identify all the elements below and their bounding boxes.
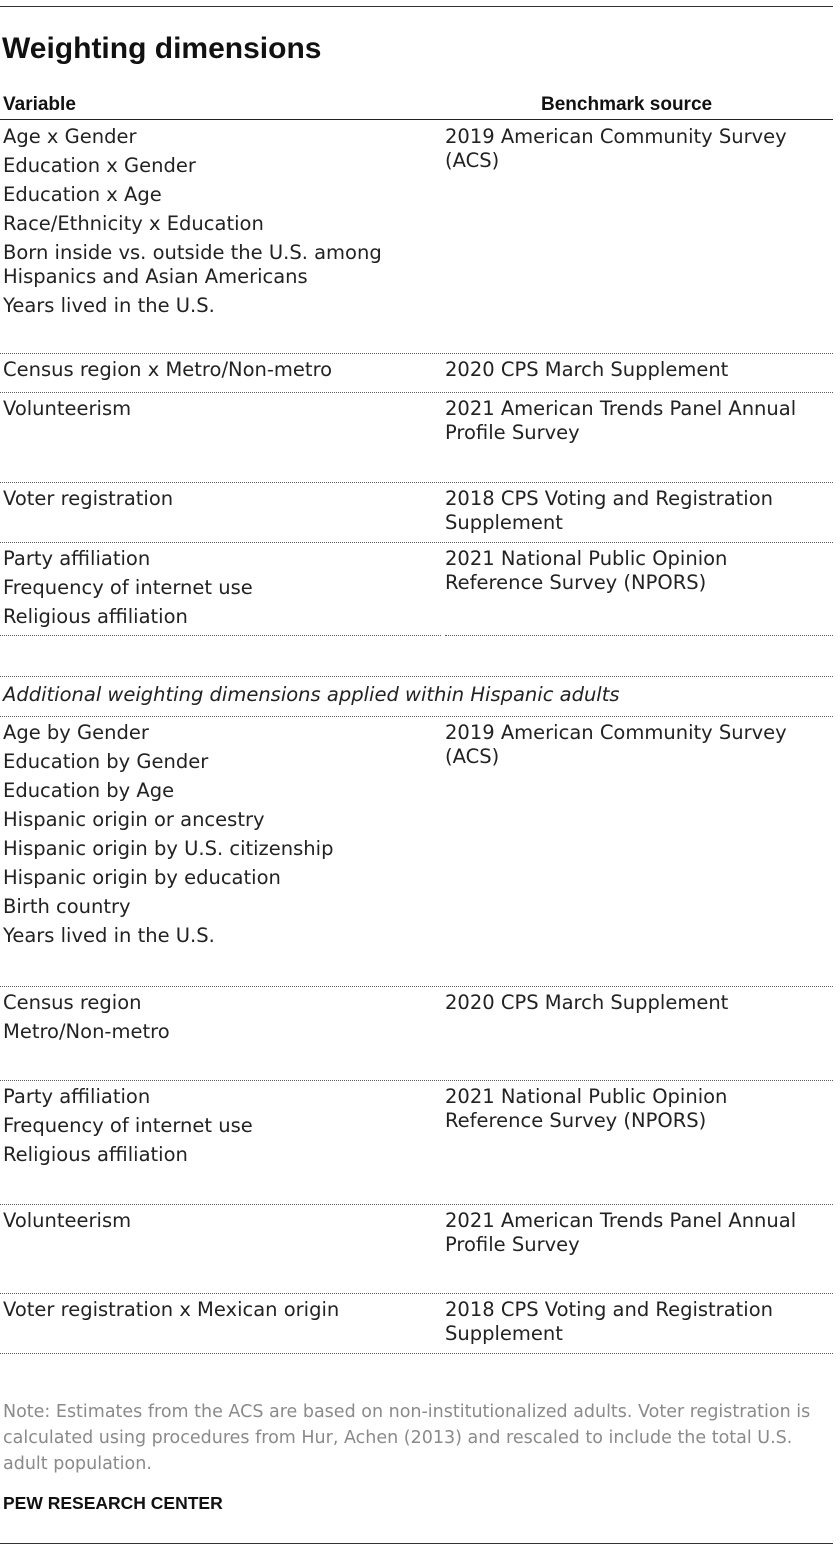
row-divider	[445, 635, 833, 636]
benchmark-source-column-header: Benchmark source	[541, 94, 713, 115]
variable-item: Volunteerism	[3, 397, 132, 420]
hispanic-subheading: Additional weighting dimensions applied within Hispanic adults	[3, 683, 620, 706]
variable-cell	[3, 547, 433, 629]
row-divider	[0, 635, 441, 636]
hispanic-row-cps-march	[0, 987, 833, 1079]
variable-item: Census region	[3, 991, 142, 1014]
variable-item: Census region x Metro/Non-metro	[3, 358, 333, 381]
variable-item: Years lived in the U.S.	[3, 294, 215, 317]
variable-item: Education x Age	[3, 183, 162, 206]
variable-item: Education x Gender	[3, 154, 196, 177]
variable-item: Years lived in the U.S.	[3, 924, 215, 947]
benchmark-source-cell: 2020 CPS March Supplement	[445, 991, 729, 1014]
variable-item: Hispanic origin by education	[3, 866, 281, 889]
variable-cell	[3, 721, 433, 948]
variable-item: Age x Gender	[3, 125, 137, 148]
variable-item: Frequency of internet use	[3, 576, 253, 599]
variable-item: Voter registration	[3, 487, 174, 510]
variable-cell	[3, 1209, 433, 1233]
variable-cell	[3, 487, 433, 511]
variable-item: Age by Gender	[3, 721, 149, 744]
benchmark-source-cell: 2019 American Community Survey (ACS)	[445, 125, 787, 172]
benchmark-source-cell: 2021 American Trends Panel Annual Profile Survey	[445, 397, 797, 444]
page-title: Weighting dimensions	[2, 32, 322, 65]
variable-item: Religious affiliation	[3, 1143, 188, 1166]
benchmark-source-cell: 2021 National Public Opinion Reference Survey (NPORS)	[445, 1085, 728, 1132]
row-divider	[0, 1353, 833, 1354]
variable-item: Voter registration x Mexican origin	[3, 1298, 340, 1321]
variable-cell	[3, 397, 433, 421]
variable-item: Party affiliation	[3, 547, 151, 570]
table-row-npors	[0, 543, 833, 635]
variable-item: Born inside vs. outside the U.S. among Hispanics and Asian Americans	[3, 241, 382, 288]
hispanic-row-npors	[0, 1081, 833, 1203]
benchmark-source-cell: 2018 CPS Voting and Registration Supplement	[445, 487, 774, 534]
variable-item: Race/Ethnicity x Education	[3, 212, 264, 235]
variable-column-header: Variable	[3, 94, 76, 115]
top-rule	[0, 6, 833, 7]
hispanic-row-atp	[0, 1205, 833, 1293]
benchmark-source-cell: 2019 American Community Survey (ACS)	[445, 721, 787, 768]
variable-cell	[3, 125, 433, 318]
table-row-cps-march	[0, 354, 833, 392]
variable-cell	[3, 991, 433, 1044]
variable-cell	[3, 358, 433, 382]
variable-item: Hispanic origin or ancestry	[3, 808, 265, 831]
table-row-acs	[0, 121, 833, 353]
variable-item: Hispanic origin by U.S. citizenship	[3, 837, 334, 860]
variable-item: Religious affiliation	[3, 605, 188, 628]
variable-item: Education by Gender	[3, 750, 209, 773]
variable-item: Metro/Non-metro	[3, 1020, 170, 1043]
bottom-rule	[0, 1543, 833, 1544]
variable-cell	[3, 1085, 433, 1167]
benchmark-source-cell: 2021 American Trends Panel Annual Profile Survey	[445, 1209, 797, 1256]
table-row-atp	[0, 393, 833, 482]
benchmark-source-cell: 2021 National Public Opinion Reference Survey (NPORS)	[445, 547, 728, 594]
benchmark-source-cell: 2020 CPS March Supplement	[445, 358, 729, 381]
benchmark-source-cell: 2018 CPS Voting and Registration Supplement	[445, 1298, 774, 1345]
variable-item: Party affiliation	[3, 1085, 151, 1108]
variable-item: Education by Age	[3, 779, 175, 802]
hispanic-row-cps-voting	[0, 1294, 833, 1352]
table-row-cps-voting	[0, 483, 833, 542]
variable-cell	[3, 1298, 433, 1322]
variable-item: Volunteerism	[3, 1209, 132, 1232]
footnote: Note: Estimates from the ACS are based on non-institutionalized adults. Voter registration is calculated using procedures from Hur, Achen (2013) and rescaled to include the total U.S. adult population.	[3, 1402, 811, 1474]
variable-item: Frequency of internet use	[3, 1114, 253, 1137]
subheading-top-divider	[0, 676, 833, 677]
source-credit: PEW RESEARCH CENTER	[3, 1493, 223, 1513]
hispanic-row-acs	[0, 717, 833, 985]
header-divider	[0, 119, 833, 120]
variable-item: Birth country	[3, 895, 131, 918]
